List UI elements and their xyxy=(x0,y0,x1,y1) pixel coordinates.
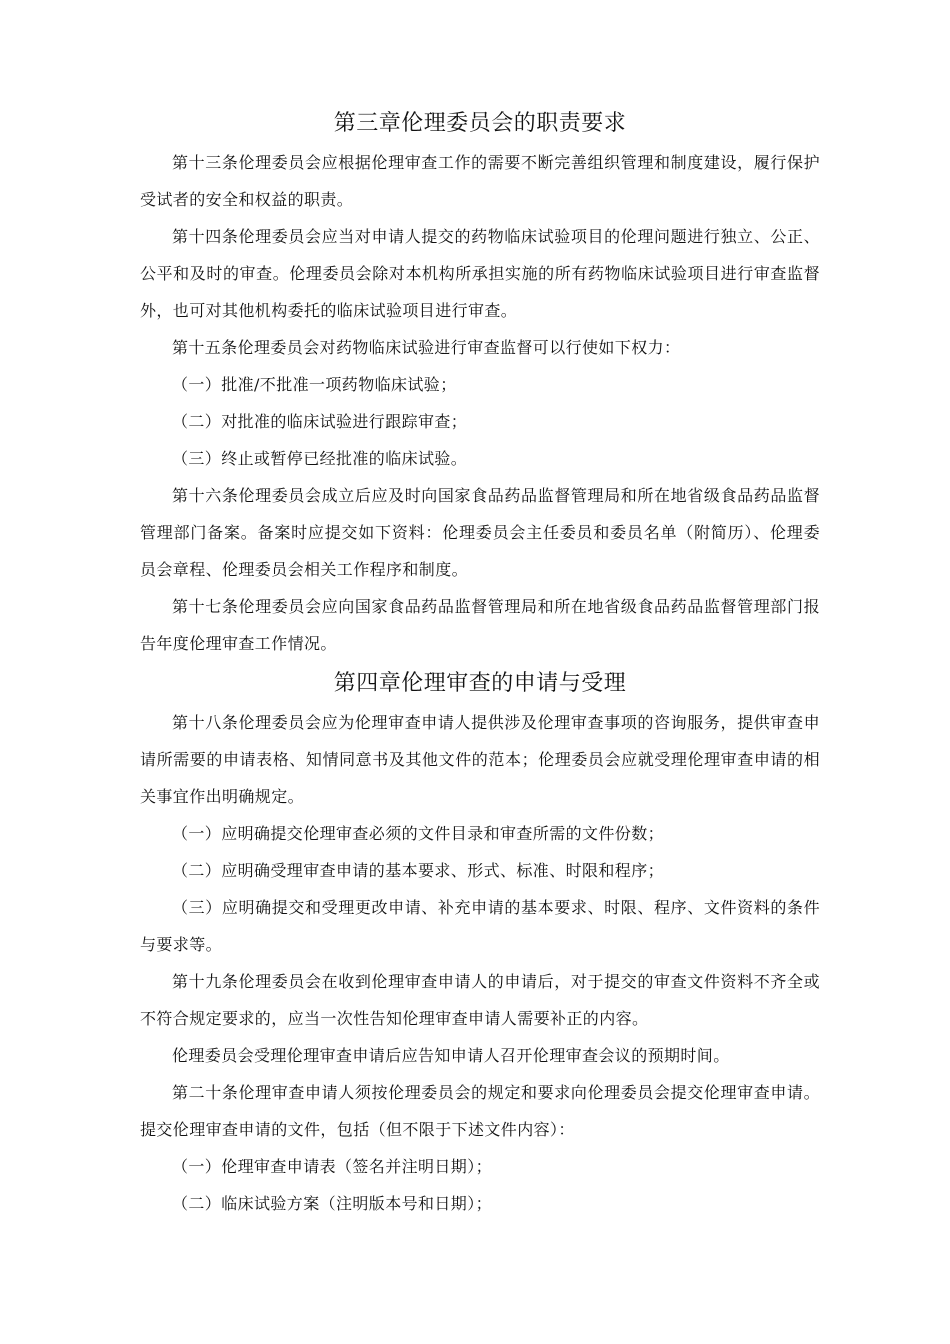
article-15-item-2: （二）对批准的临床试验进行跟踪审查； xyxy=(172,412,468,431)
article-15-item-3: （三）终止或暂停已经批准的临床试验。 xyxy=(172,449,468,468)
article-19: 第十九条伦理委员会在收到伦理审查申请人的申请后，对于提交的审查文件资料不齐全或不符合规定要求的，应当一次性告知伦理审查申请人需要补正的内容。 xyxy=(140,972,820,1028)
chapter-4-title: 第四章伦理审查的申请与受理 xyxy=(333,671,627,696)
article-18-item-1: （一）应明确提交伦理审查必须的文件目录和审查所需的文件份数； xyxy=(172,824,665,843)
article-14: 第十四条伦理委员会应当对申请人提交的药物临床试验项目的伦理问题进行独立、公正、公平和及时的审查。伦理委员会除对本机构所承担实施的所有药物临床试验项目进行审查监督外，也可对其他机构委托的临床试验项目进行审查。 xyxy=(140,227,820,320)
article-18-item-3: （三）应明确提交和受理更改申请、补充申请的基本要求、时限、程序、文件资料的条件与要求等。 xyxy=(140,898,820,954)
article-15-item-1: （一）批准/不批准一项药物临床试验； xyxy=(172,375,457,394)
article-15: 第十五条伦理委员会对药物临床试验进行审查监督可以行使如下权力： xyxy=(172,338,681,357)
document-page xyxy=(140,104,820,1222)
article-18-item-2: （二）应明确受理审查申请的基本要求、形式、标准、时限和程序； xyxy=(172,861,665,880)
article-18: 第十八条伦理委员会应为伦理审查申请人提供涉及伦理审查事项的咨询服务，提供审查申请所需要的申请表格、知情同意书及其他文件的范本；伦理委员会应就受理伦理审查申请的相关事宜作出明确规定。 xyxy=(140,713,820,806)
article-19-note: 伦理委员会受理伦理审查申请后应告知申请人召开伦理审查会议的预期时间。 xyxy=(172,1046,730,1065)
chapter-3-title: 第三章伦理委员会的职责要求 xyxy=(333,111,627,136)
article-20-item-2: （二）临床试验方案（注明版本号和日期）； xyxy=(172,1194,493,1213)
article-16: 第十六条伦理委员会成立后应及时向国家食品药品监督管理局和所在地省级食品药品监督管理部门备案。备案时应提交如下资料：伦理委员会主任委员和委员名单（附简历）、伦理委员会章程、伦理委员会相关工作程序和制度。 xyxy=(140,486,820,579)
article-17: 第十七条伦理委员会应向国家食品药品监督管理局和所在地省级食品药品监督管理部门报告年度伦理审查工作情况。 xyxy=(140,597,820,653)
article-20-item-1: （一）伦理审查申请表（签名并注明日期）； xyxy=(172,1157,493,1176)
article-20: 第二十条伦理审查申请人须按伦理委员会的规定和要求向伦理委员会提交伦理审查申请。提交伦理审查申请的文件，包括（但不限于下述文件内容）： xyxy=(140,1083,820,1139)
article-13: 第十三条伦理委员会应根据伦理审查工作的需要不断完善组织管理和制度建设，履行保护受试者的安全和权益的职责。 xyxy=(140,153,820,209)
